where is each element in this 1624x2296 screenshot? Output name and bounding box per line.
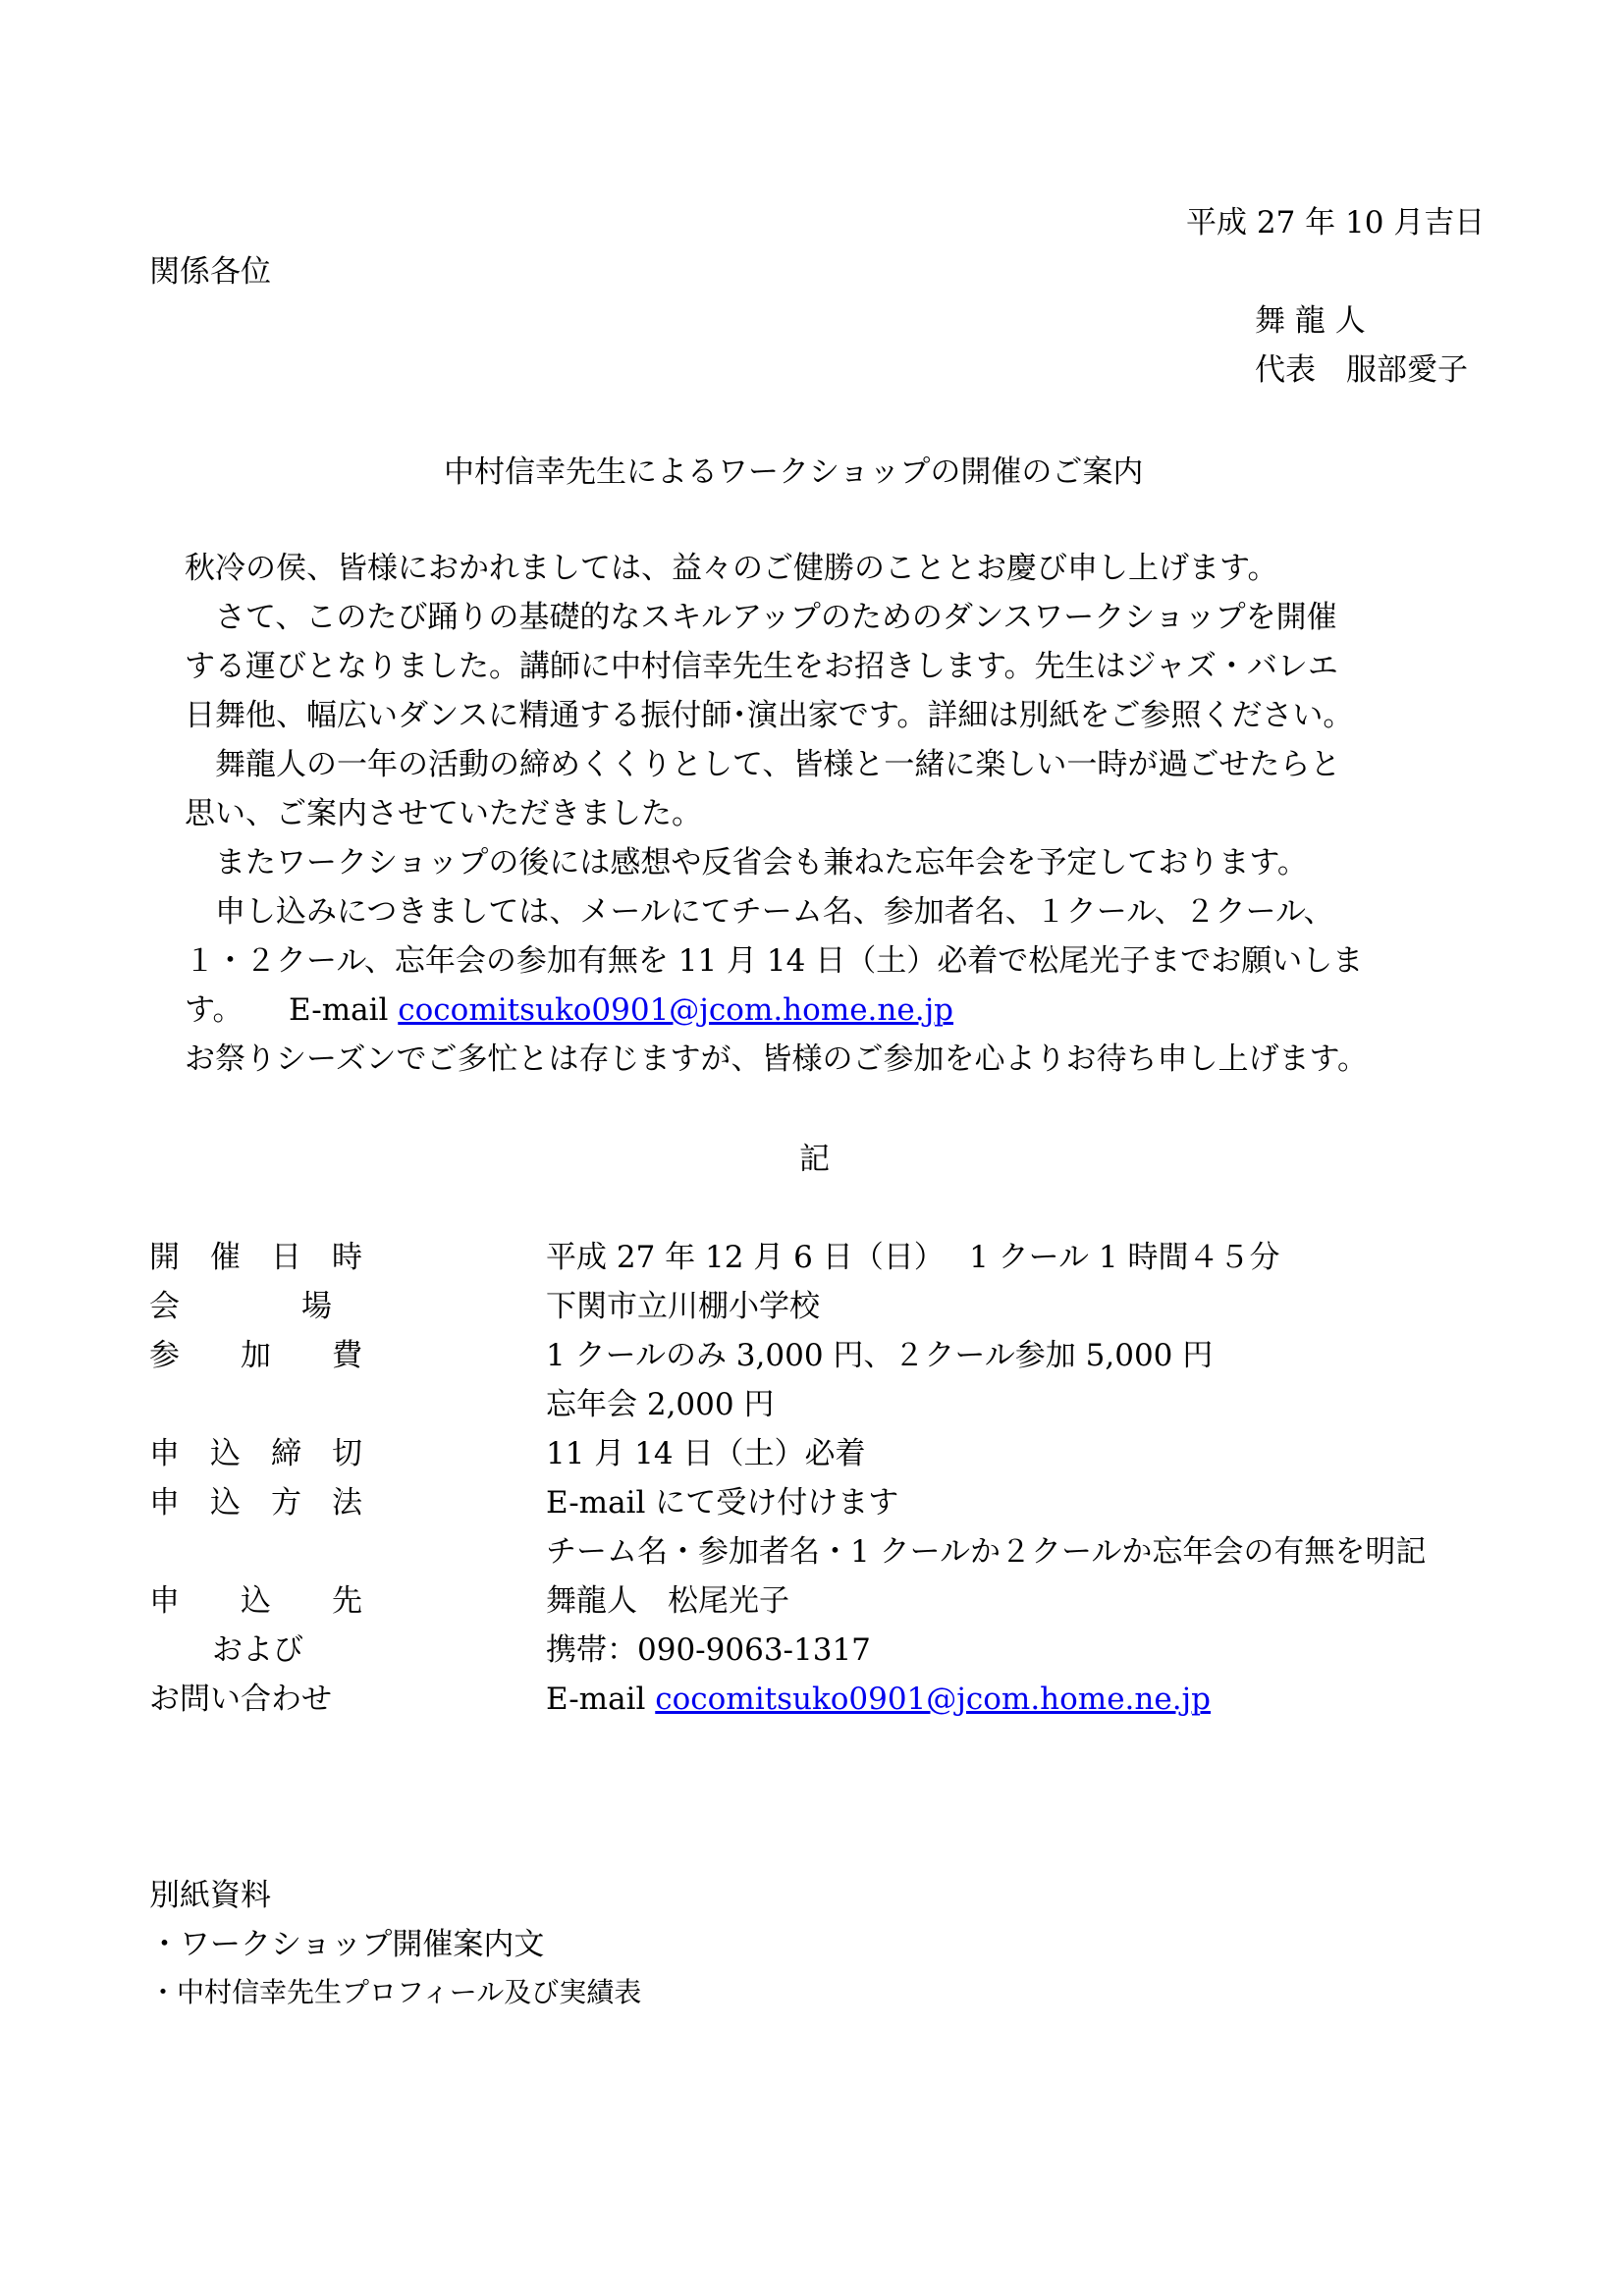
document-title: 中村信幸先生によるワークショップの開催のご案内 bbox=[444, 454, 1144, 490]
venue-label: 会 場 bbox=[149, 1289, 332, 1324]
recipient: 関係各位 bbox=[149, 254, 271, 290]
body-line: またワークショップの後には感想や反省会も兼ねた忘年会を予定しております。 bbox=[185, 845, 1308, 881]
deadline-value: 11 月 14 日（土）必着 bbox=[546, 1436, 866, 1471]
date-label: 開 催 日 時 bbox=[149, 1240, 362, 1275]
contact-email-link[interactable]: cocomitsuko0901@jcom.home.ne.jp bbox=[655, 1682, 1212, 1717]
email-line-prefix: す。 E-mail bbox=[185, 992, 389, 1028]
body-line: さて、このたび踊りの基礎的なスキルアップのためのダンスワークショップを開催 bbox=[185, 600, 1337, 635]
contact-label: 申 込 先 bbox=[149, 1583, 362, 1619]
document-date: 平成 27 年 10 月吉日 bbox=[1186, 205, 1486, 240]
ki-heading: 記 bbox=[799, 1142, 830, 1177]
closing-line: お祭りシーズンでご多忙とは存じますが、皆様のご参加を心よりお待ち申し上げます。 bbox=[185, 1041, 1368, 1077]
contact-phone: 携帯：090-9063-1317 bbox=[546, 1632, 871, 1668]
venue-value: 下関市立川棚小学校 bbox=[546, 1289, 820, 1324]
fee-label: 参 加 費 bbox=[149, 1338, 362, 1373]
contact-email-line bbox=[546, 1684, 1211, 1715]
representative: 代表 服部愛子 bbox=[1255, 352, 1468, 388]
contact-email-prefix: E-mail bbox=[546, 1682, 646, 1717]
body-line: する運びとなりました。講師に中村信幸先生をお招きします。先生はジャズ・バレエ bbox=[185, 649, 1338, 684]
contact-name: 舞龍人 松尾光子 bbox=[546, 1583, 789, 1619]
attachment-item: ・ワークショップ開催案内文 bbox=[149, 1927, 545, 1962]
attachment-item: ・中村信幸先生プロフィール及び実績表 bbox=[149, 1976, 642, 2008]
deadline-label: 申 込 締 切 bbox=[149, 1436, 362, 1471]
method-label: 申 込 方 法 bbox=[149, 1485, 362, 1521]
method-note: チーム名・参加者名・1 クールか２クールか忘年会の有無を明記 bbox=[546, 1534, 1427, 1570]
body-line: 申し込みにつきましては、メールにてチーム名、参加者名、１クール、２クール、 bbox=[185, 894, 1334, 930]
fee-value-party: 忘年会 2,000 円 bbox=[546, 1387, 775, 1422]
email-link[interactable]: cocomitsuko0901@jcom.home.ne.jp bbox=[398, 992, 954, 1028]
contact-label-and: および bbox=[212, 1632, 303, 1668]
inquiry-label: お問い合わせ bbox=[149, 1682, 332, 1717]
email-line bbox=[185, 992, 954, 1028]
organization-name: 舞 龍 人 bbox=[1255, 303, 1366, 339]
body-line: 舞龍人の一年の活動の締めくくりとして、皆様と一緒に楽しい一時が過ごせたらと bbox=[185, 747, 1341, 782]
body-line: １・２クール、忘年会の参加有無を 11 月 14 日（土）必着で松尾光子までお願いしま bbox=[185, 943, 1364, 979]
fee-value: 1 クールのみ 3,000 円、２クール参加 5,000 円 bbox=[546, 1338, 1214, 1373]
attachments-heading: 別紙資料 bbox=[149, 1878, 271, 1913]
body-line: 日舞他、幅広いダンスに精通する振付師･演出家です。詳細は別紙をご参照ください。 bbox=[185, 698, 1354, 733]
date-value: 平成 27 年 12 月 6 日（日） 1 クール 1 時間４５分 bbox=[546, 1240, 1280, 1275]
method-value: E-mail にて受け付けます bbox=[546, 1485, 899, 1521]
body-line: 思い、ご案内させていただきました。 bbox=[185, 796, 702, 831]
body-line: 秋冷の侯、皆様におかれましては、益々のご健勝のこととお慶び申し上げます。 bbox=[185, 551, 1278, 586]
